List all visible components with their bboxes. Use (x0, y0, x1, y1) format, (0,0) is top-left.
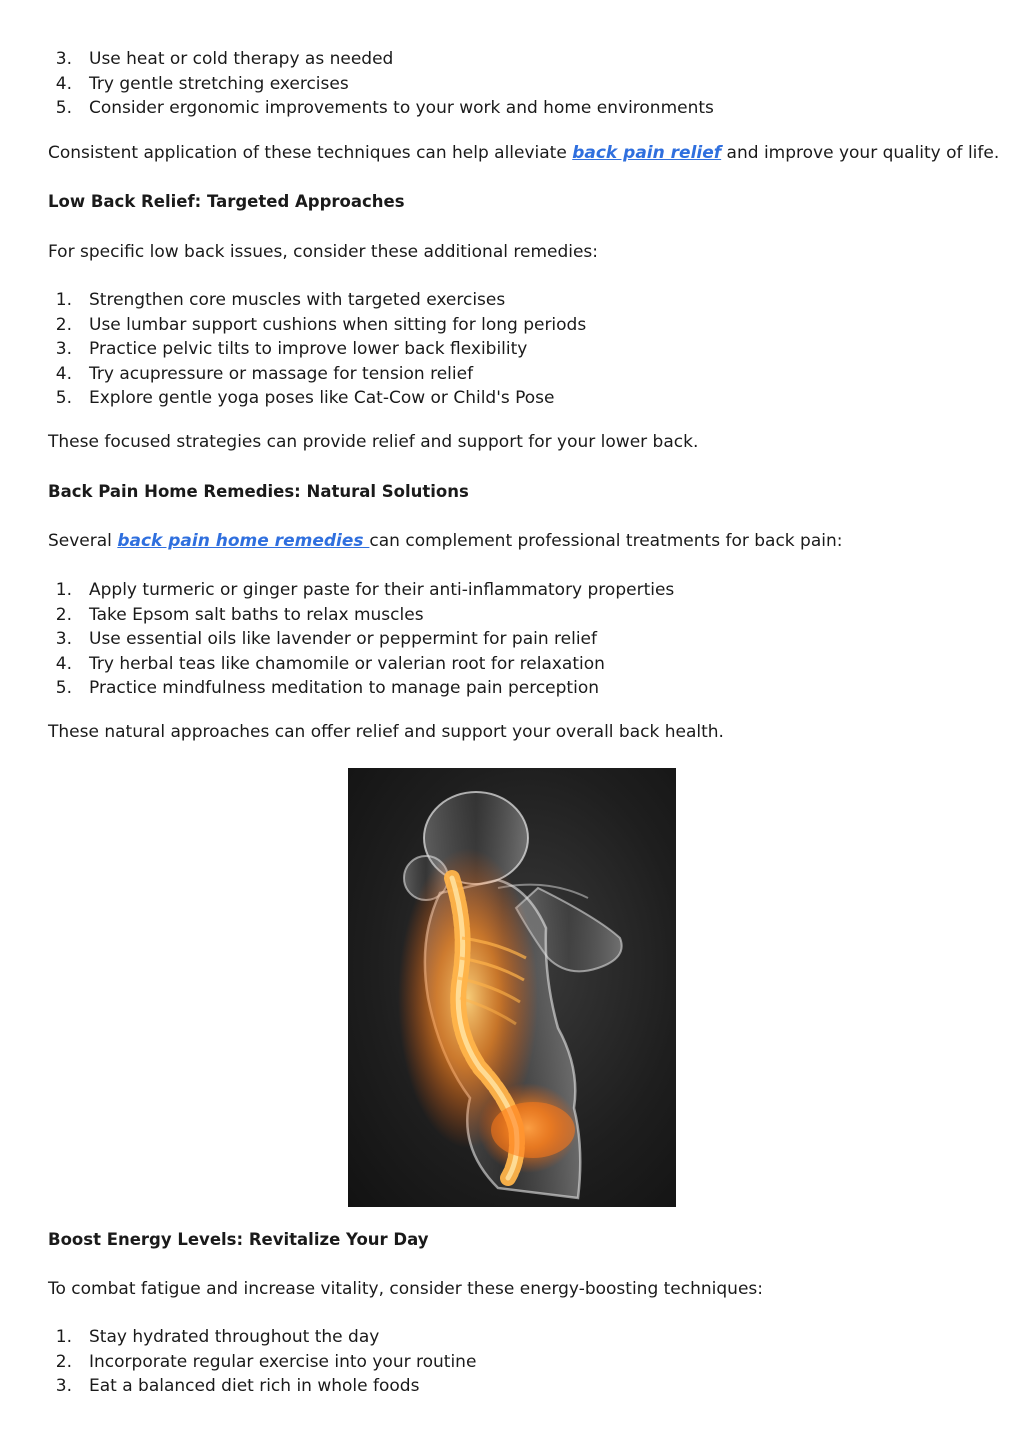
list-item: 4. Try herbal teas like chamomile or valerian root for relaxation (55, 653, 605, 674)
list-item: 3. Use essential oils like lavender or peppermint for pain relief (55, 629, 597, 649)
back-pain-home-remedies-link[interactable]: back pain home remedies (117, 531, 370, 551)
list-item: 3. Practice pelvic tilts to improve lower back flexibility (55, 339, 528, 359)
paragraph-natural-approaches: These natural approaches can offer relief and support your overall back health. (48, 722, 724, 742)
list-item: 5. Practice mindfulness meditation to manage pain perception (55, 678, 599, 698)
spine-figure-graphic (348, 768, 676, 1207)
paragraph-focused-strategies: These focused strategies can provide relief and support for your lower back. (48, 432, 699, 452)
paragraph-several-remedies: Several back pain home remedies can complement professional treatments for back pain: (48, 531, 843, 551)
list-low-back-remedies (48, 288, 984, 411)
list-item: 5. Consider ergonomic improvements to your work and home environments (55, 98, 714, 118)
heading-low-back-relief: Low Back Relief: Targeted Approaches (48, 192, 405, 211)
list-item: 2. Incorporate regular exercise into your routine (55, 1351, 477, 1372)
list-item: 1. Stay hydrated throughout the day (55, 1327, 380, 1347)
heading-home-remedies: Back Pain Home Remedies: Natural Solutions (48, 482, 469, 501)
list-item: 3. Use heat or cold therapy as needed (55, 49, 394, 69)
list-natural-remedies (48, 578, 984, 701)
list-item: 1. Strengthen core muscles with targeted exercises (55, 290, 506, 310)
list-item: 3. Eat a balanced diet rich in whole foods (55, 1376, 420, 1396)
list-item: 4. Try acupressure or massage for tension relief (55, 363, 474, 384)
paragraph-specific-issues: For specific low back issues, consider these additional remedies: (48, 242, 599, 262)
paragraph-consistent: Consistent application of these techniques can help alleviate back pain relief and improve your quality of life. (48, 143, 1000, 163)
list-item: 1. Apply turmeric or ginger paste for their anti-inflammatory properties (55, 580, 675, 600)
back-pain-relief-link[interactable]: back pain relief (572, 143, 722, 163)
spine-illustration (348, 768, 676, 1207)
list-energy-techniques (48, 1325, 984, 1399)
list-item: 5. Explore gentle yoga poses like Cat-Cow or Child's Pose (55, 388, 555, 408)
paragraph-combat-fatigue: To combat fatigue and increase vitality, consider these energy-boosting techniques: (48, 1279, 763, 1299)
list-item: 2. Take Epsom salt baths to relax muscles (55, 604, 424, 625)
list-item: 2. Use lumbar support cushions when sitting for long periods (55, 314, 587, 335)
heading-boost-energy: Boost Energy Levels: Revitalize Your Day (48, 1230, 429, 1249)
list-continued-tips (48, 47, 984, 121)
list-item: 4. Try gentle stretching exercises (55, 73, 349, 94)
